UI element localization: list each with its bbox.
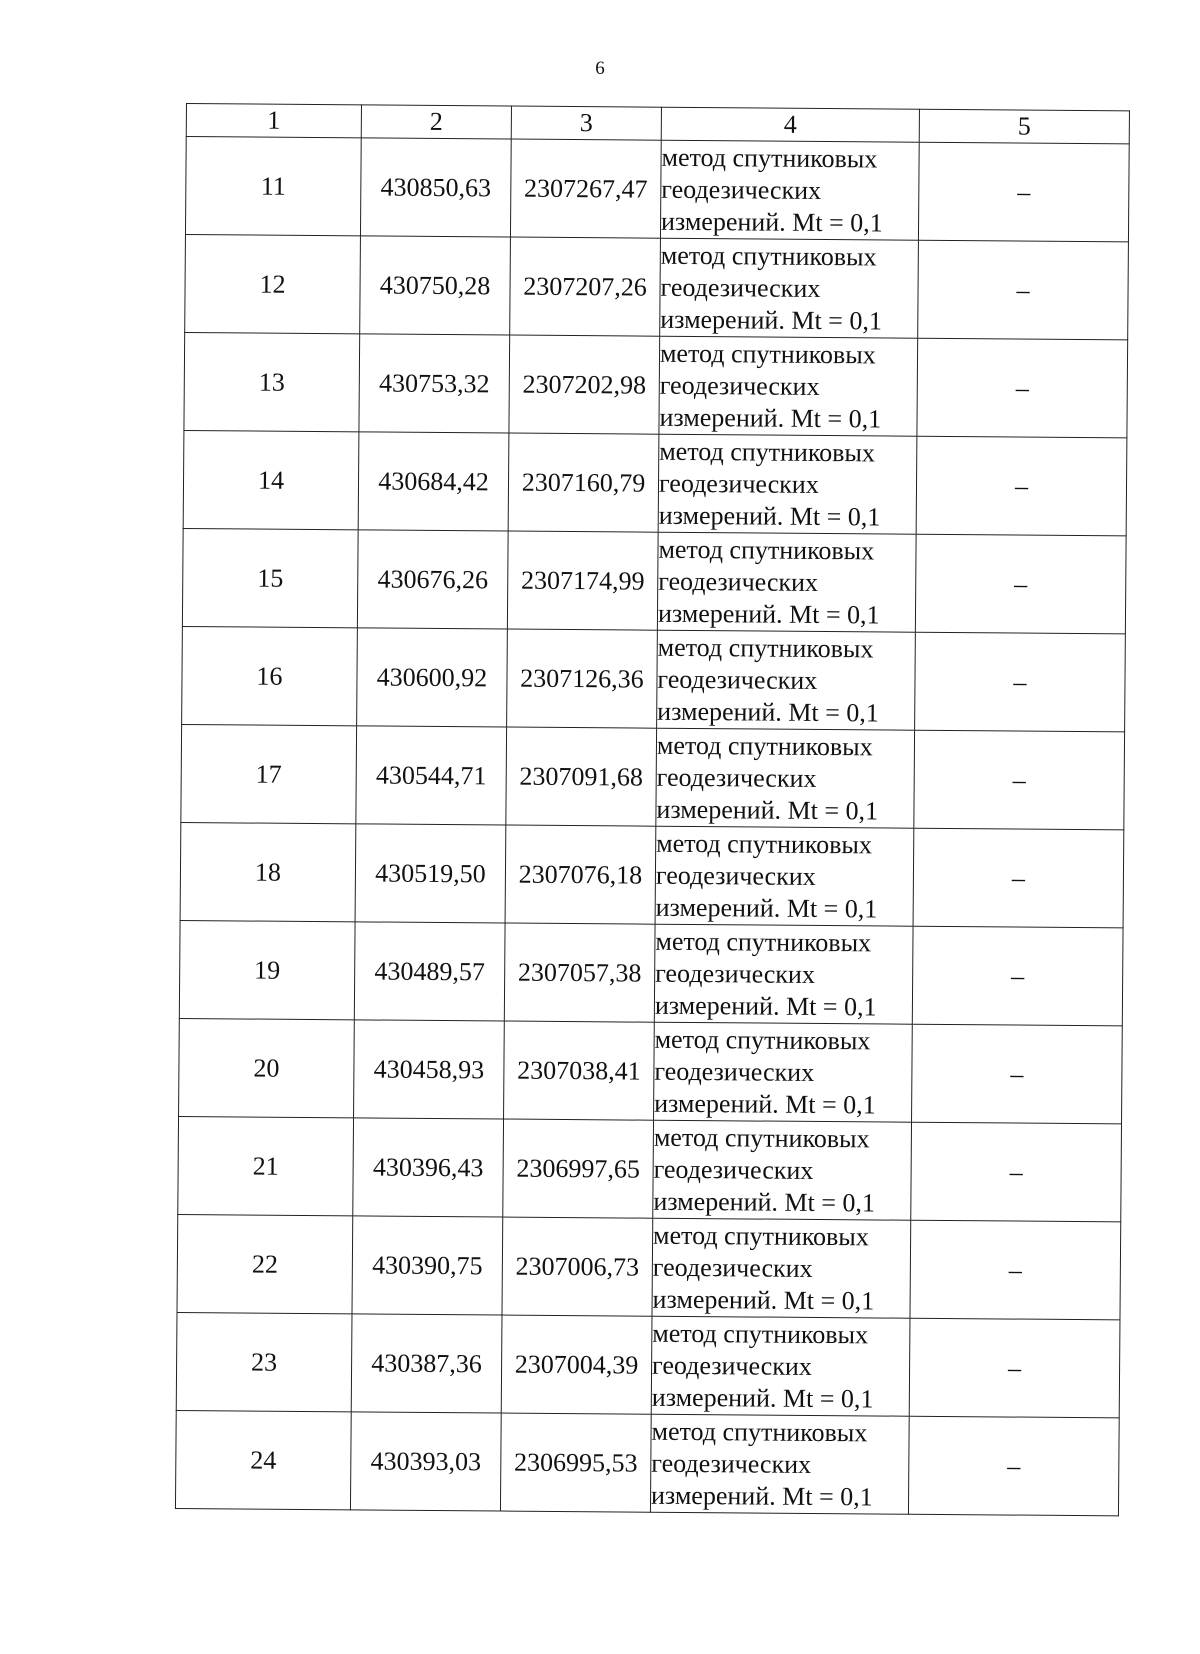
point-number-cell: 17 xyxy=(181,724,357,823)
method-text-line: метод спутниковых xyxy=(654,1024,871,1055)
table-row xyxy=(185,234,1129,339)
note-cell: – xyxy=(913,828,1124,928)
method-cell xyxy=(657,630,916,730)
method-text-line: измерений. Mt = 0,1 xyxy=(654,1088,876,1119)
column-header-2: 2 xyxy=(361,105,511,139)
method-text-line: измерений. Mt = 0,1 xyxy=(654,990,877,1021)
y-coordinate-cell: 2307076,18 xyxy=(505,825,656,924)
table-row xyxy=(175,1410,1119,1515)
method-text-line: метод спутниковых xyxy=(656,828,873,859)
method-text-line: измерений. Mt = 0,1 xyxy=(651,1382,874,1413)
y-coordinate-cell: 2306997,65 xyxy=(503,1119,654,1218)
table-row xyxy=(176,1312,1120,1417)
method-text-line: геодезических xyxy=(657,664,818,695)
y-coordinate-cell: 2307174,99 xyxy=(507,531,658,630)
table-row xyxy=(179,920,1123,1025)
point-number-cell: 13 xyxy=(184,332,360,431)
method-cell xyxy=(651,1316,910,1416)
method-text-line: измерений. Mt = 0,1 xyxy=(650,1480,873,1511)
method-text-line: метод спутниковых xyxy=(657,632,874,663)
x-coordinate-cell: 430489,57 xyxy=(354,922,505,1021)
x-coordinate-cell: 430458,93 xyxy=(354,1020,505,1119)
table-row xyxy=(182,528,1126,633)
x-coordinate-cell: 430750,28 xyxy=(360,236,511,335)
table-row xyxy=(184,332,1128,437)
point-number-cell: 21 xyxy=(178,1116,354,1215)
method-text-line: геодезических xyxy=(651,1448,812,1479)
table-row xyxy=(179,1018,1123,1123)
note-cell: – xyxy=(915,632,1126,732)
column-header-4: 4 xyxy=(661,107,919,142)
method-text-line: измерений. Mt = 0,1 xyxy=(660,304,883,335)
x-coordinate-cell: 430544,71 xyxy=(356,726,507,825)
coordinates-table xyxy=(175,103,1130,1516)
y-coordinate-cell: 2307207,26 xyxy=(510,237,661,336)
method-cell xyxy=(654,924,913,1024)
method-cell xyxy=(657,532,916,632)
point-number-cell: 12 xyxy=(185,234,361,333)
method-cell xyxy=(650,1414,909,1514)
note-cell: – xyxy=(911,1122,1122,1222)
table-row xyxy=(183,430,1127,535)
y-coordinate-cell: 2307202,98 xyxy=(509,335,660,434)
method-cell xyxy=(653,1120,912,1220)
method-cell xyxy=(655,826,914,926)
method-text-line: геодезических xyxy=(658,468,819,499)
method-text-line: измерений. Mt = 0,1 xyxy=(660,206,883,237)
table-row xyxy=(185,137,1129,242)
method-text-line: геодезических xyxy=(651,1350,812,1381)
point-number-cell: 20 xyxy=(179,1018,355,1117)
table-row xyxy=(182,626,1126,731)
method-text-line: геодезических xyxy=(655,860,816,891)
method-text-line: измерений. Mt = 0,1 xyxy=(659,402,882,433)
method-text-line: геодезических xyxy=(652,1252,813,1283)
method-text-line: измерений. Mt = 0,1 xyxy=(656,794,879,825)
method-text-line: измерений. Mt = 0,1 xyxy=(657,696,879,727)
note-cell: – xyxy=(909,1318,1120,1418)
method-text-line: геодезических xyxy=(656,762,817,793)
point-number-cell: 16 xyxy=(182,626,358,725)
method-text-line: геодезических xyxy=(658,566,819,597)
point-number-cell: 14 xyxy=(183,430,359,529)
y-coordinate-cell: 2306995,53 xyxy=(500,1413,651,1512)
x-coordinate-cell: 430600,92 xyxy=(357,628,508,727)
y-coordinate-cell: 2307160,79 xyxy=(508,433,659,532)
point-number-cell: 22 xyxy=(177,1214,353,1313)
point-number-cell: 15 xyxy=(182,528,358,627)
point-number-cell: 19 xyxy=(179,920,355,1019)
method-text-line: метод спутниковых xyxy=(661,142,878,173)
method-text-line: метод спутниковых xyxy=(659,436,876,467)
method-text-line: измерений. Mt = 0,1 xyxy=(658,500,881,531)
method-text-line: метод спутниковых xyxy=(651,1416,868,1447)
y-coordinate-cell: 2307267,47 xyxy=(510,139,661,238)
column-header-3: 3 xyxy=(511,106,661,140)
method-text-line: метод спутниковых xyxy=(656,730,873,761)
table-row xyxy=(181,724,1125,829)
method-cell xyxy=(659,336,918,436)
y-coordinate-cell: 2307006,73 xyxy=(502,1217,653,1316)
y-coordinate-cell: 2307057,38 xyxy=(504,923,655,1022)
x-coordinate-cell: 430753,32 xyxy=(359,334,510,433)
method-text-line: измерений. Mt = 0,1 xyxy=(657,598,880,629)
y-coordinate-cell: 2307004,39 xyxy=(501,1315,652,1414)
table-row xyxy=(180,822,1124,927)
method-text-line: метод спутниковых xyxy=(658,534,875,565)
method-cell xyxy=(658,434,917,534)
page-number: 6 xyxy=(595,58,605,79)
method-text-line: метод спутниковых xyxy=(659,338,876,369)
method-cell xyxy=(656,728,915,828)
y-coordinate-cell: 2307126,36 xyxy=(507,629,658,728)
x-coordinate-cell: 430387,36 xyxy=(351,1314,502,1413)
y-coordinate-cell: 2307091,68 xyxy=(506,727,657,826)
method-text-line: геодезических xyxy=(655,958,816,989)
method-cell xyxy=(660,140,919,240)
y-coordinate-cell: 2307038,41 xyxy=(504,1021,655,1120)
note-cell: – xyxy=(912,926,1123,1026)
x-coordinate-cell: 430393,03 xyxy=(350,1412,501,1511)
x-coordinate-cell: 430684,42 xyxy=(358,432,509,531)
note-cell: – xyxy=(914,730,1125,830)
x-coordinate-cell: 430390,75 xyxy=(352,1216,503,1315)
note-cell: – xyxy=(910,1220,1121,1320)
method-text-line: измерений. Mt = 0,1 xyxy=(655,892,878,923)
method-text-line: метод спутниковых xyxy=(653,1220,869,1251)
note-cell: – xyxy=(912,1024,1123,1124)
column-header-5: 5 xyxy=(919,109,1129,144)
method-cell xyxy=(654,1022,913,1122)
x-coordinate-cell: 430850,63 xyxy=(360,138,511,237)
x-coordinate-cell: 430676,26 xyxy=(357,530,508,629)
note-cell: – xyxy=(918,142,1129,242)
method-text-line: метод спутниковых xyxy=(653,1122,870,1153)
note-cell: – xyxy=(916,436,1127,536)
method-text-line: геодезических xyxy=(659,370,820,401)
x-coordinate-cell: 430396,43 xyxy=(353,1118,504,1217)
note-cell: – xyxy=(918,240,1129,340)
note-cell: – xyxy=(908,1416,1119,1516)
method-text-line: метод спутниковых xyxy=(660,240,877,271)
method-text-line: измерений. Mt = 0,1 xyxy=(653,1186,876,1217)
note-cell: – xyxy=(915,534,1126,634)
point-number-cell: 23 xyxy=(176,1312,352,1411)
method-text-line: геодезических xyxy=(654,1056,815,1087)
method-cell xyxy=(660,238,919,338)
table-row xyxy=(178,1116,1122,1221)
table-row xyxy=(177,1214,1121,1319)
point-number-cell: 18 xyxy=(180,822,356,921)
method-text-line: геодезических xyxy=(653,1154,814,1185)
method-cell xyxy=(652,1218,911,1318)
method-text-line: геодезических xyxy=(661,174,822,205)
point-number-cell: 11 xyxy=(185,137,361,236)
method-text-line: геодезических xyxy=(660,272,821,303)
column-header-1: 1 xyxy=(186,104,361,138)
method-text-line: метод спутниковых xyxy=(655,926,872,957)
point-number-cell: 24 xyxy=(175,1410,351,1509)
method-text-line: измерений. Mt = 0,1 xyxy=(652,1284,875,1315)
note-cell: – xyxy=(917,338,1128,438)
method-text-line: метод спутниковых xyxy=(652,1318,869,1349)
table-body xyxy=(175,137,1129,1516)
x-coordinate-cell: 430519,50 xyxy=(355,824,506,923)
